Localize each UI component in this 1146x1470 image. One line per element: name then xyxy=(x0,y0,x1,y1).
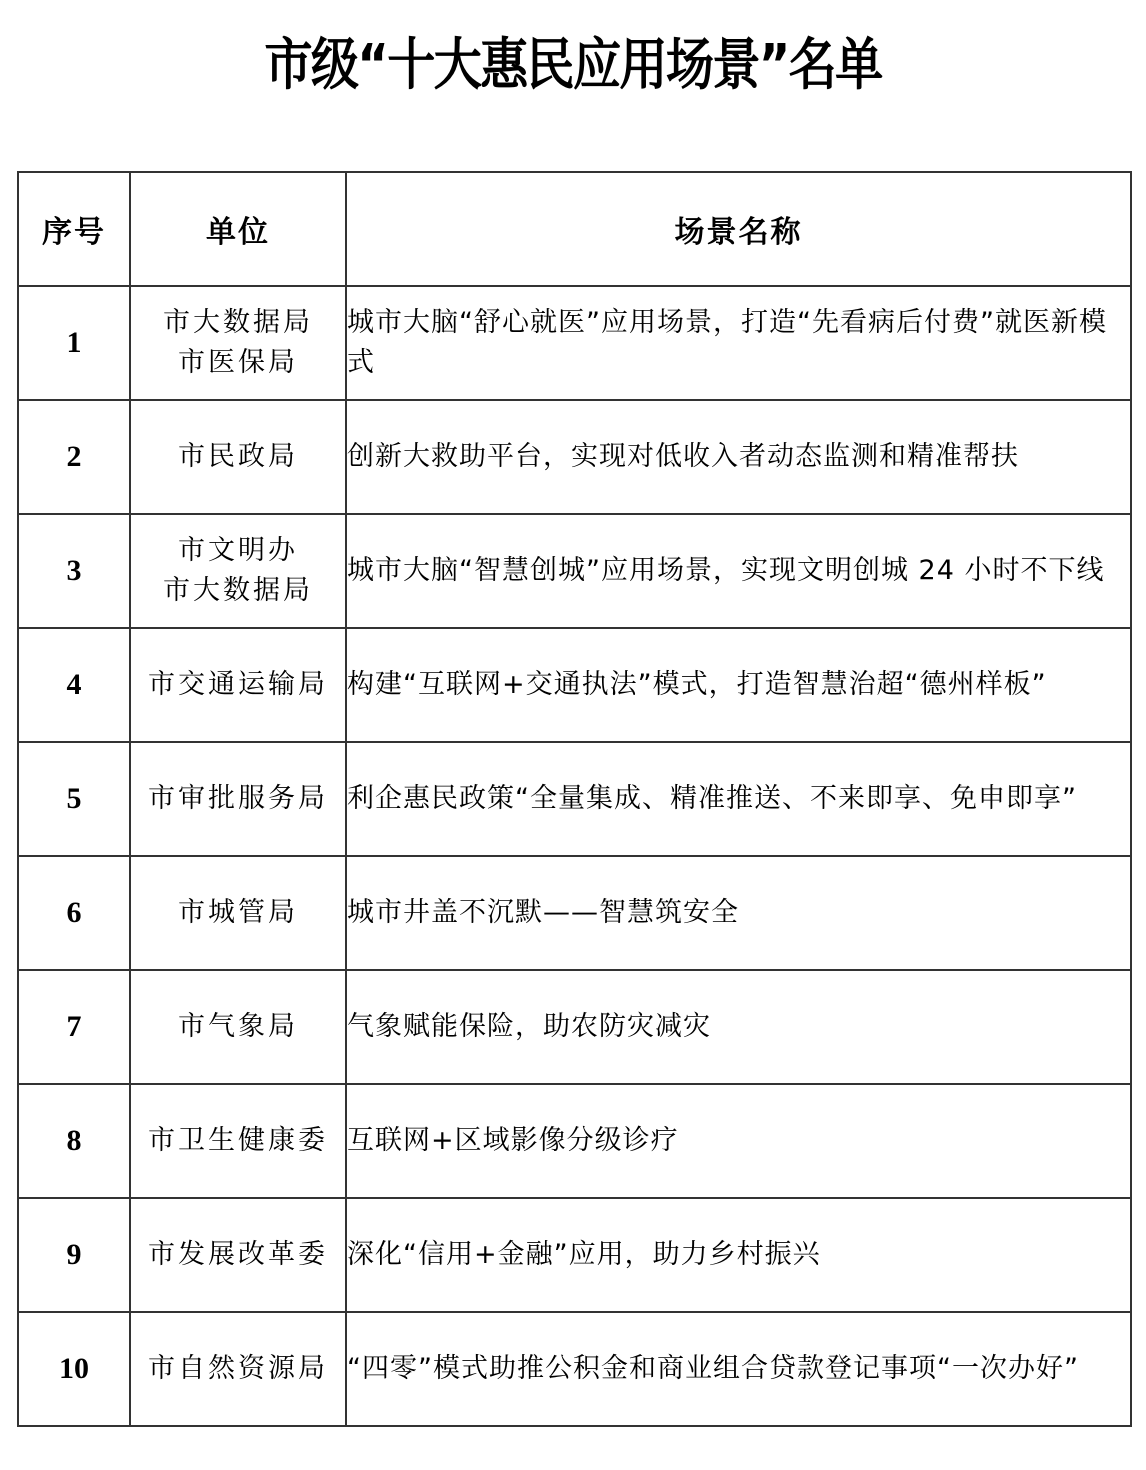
row-scene: 城市大脑“舒心就医”应用场景，打造“先看病后付费”就医新模式 xyxy=(346,286,1131,400)
row-scene: 城市大脑“智慧创城”应用场景，实现文明创城 24 小时不下线 xyxy=(346,514,1131,628)
row-unit xyxy=(130,742,346,856)
unit-line: 市城管局 xyxy=(178,897,298,928)
row-scene: 深化“信用+金融”应用，助力乡村振兴 xyxy=(346,1198,1131,1312)
unit-line: 市卫生健康委 xyxy=(148,1125,328,1156)
row-scene: 构建“互联网+交通执法”模式，打造智慧治超“德州样板” xyxy=(346,628,1131,742)
header-scene: 场景名称 xyxy=(346,172,1131,286)
row-unit xyxy=(130,856,346,970)
table-row xyxy=(18,970,1131,1084)
table-row xyxy=(18,742,1131,856)
row-index: 3 xyxy=(18,514,130,628)
row-index: 4 xyxy=(18,628,130,742)
unit-line: 市审批服务局 xyxy=(148,783,328,814)
row-unit xyxy=(130,400,346,514)
row-unit xyxy=(130,1312,346,1426)
row-index: 5 xyxy=(18,742,130,856)
unit-line: 市大数据局 xyxy=(163,307,313,338)
row-index: 7 xyxy=(18,970,130,1084)
table-row xyxy=(18,628,1131,742)
row-unit xyxy=(130,1084,346,1198)
row-scene: 城市井盖不沉默——智慧筑安全 xyxy=(346,856,1131,970)
table-row xyxy=(18,514,1131,628)
header-index: 序号 xyxy=(18,172,130,286)
row-index: 6 xyxy=(18,856,130,970)
row-scene: 利企惠民政策“全量集成、精准推送、不来即享、免申即享” xyxy=(346,742,1131,856)
unit-line: 市文明办 xyxy=(178,535,298,566)
table-row xyxy=(18,1198,1131,1312)
row-scene: 创新大救助平台，实现对低收入者动态监测和精准帮扶 xyxy=(346,400,1131,514)
header-unit: 单位 xyxy=(130,172,346,286)
table-row xyxy=(18,400,1131,514)
row-index: 8 xyxy=(18,1084,130,1198)
row-unit xyxy=(130,286,346,400)
row-unit xyxy=(130,1198,346,1312)
table-row xyxy=(18,1312,1131,1426)
row-index: 9 xyxy=(18,1198,130,1312)
document-title: 市级“十大惠民应用场景”名单 xyxy=(264,33,882,98)
row-unit xyxy=(130,514,346,628)
row-index: 10 xyxy=(18,1312,130,1426)
unit-line: 市医保局 xyxy=(178,347,298,378)
row-scene: “四零”模式助推公积金和商业组合贷款登记事项“一次办好” xyxy=(346,1312,1131,1426)
row-index: 1 xyxy=(18,286,130,400)
row-index: 2 xyxy=(18,400,130,514)
row-scene: 气象赋能保险，助农防灾减灾 xyxy=(346,970,1131,1084)
unit-line: 市交通运输局 xyxy=(148,669,328,700)
row-unit xyxy=(130,628,346,742)
table-row xyxy=(18,856,1131,970)
unit-line: 市民政局 xyxy=(178,441,298,472)
unit-line: 市发展改革委 xyxy=(148,1239,328,1270)
table-header-row xyxy=(18,172,1131,286)
table-row xyxy=(18,1084,1131,1198)
row-unit xyxy=(130,970,346,1084)
row-scene: 互联网+区域影像分级诊疗 xyxy=(346,1084,1131,1198)
scene-list-table xyxy=(17,171,1132,1427)
unit-line: 市气象局 xyxy=(178,1011,298,1042)
unit-line: 市大数据局 xyxy=(163,575,313,606)
unit-line: 市自然资源局 xyxy=(148,1353,328,1384)
table-row xyxy=(18,286,1131,400)
